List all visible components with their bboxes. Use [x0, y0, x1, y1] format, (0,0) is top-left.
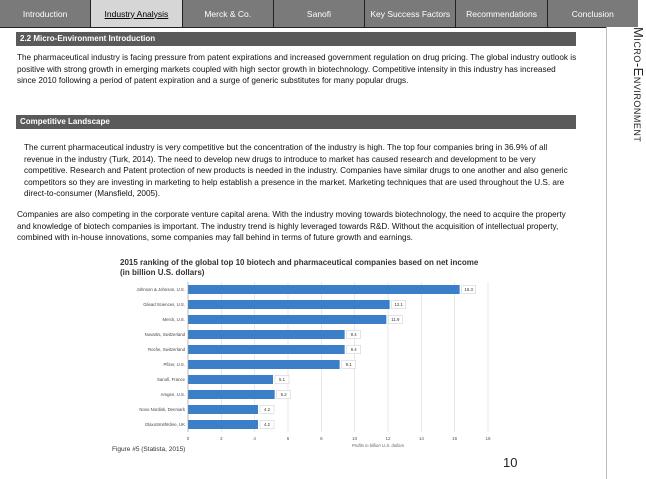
bar: [188, 420, 258, 429]
bar: [188, 330, 345, 339]
x-tick-label: 12: [385, 436, 391, 441]
tab-sanofi[interactable]: Sanofi: [274, 0, 365, 27]
x-tick-label: 18: [485, 436, 491, 441]
category-label: Pfizer, U.S.: [163, 362, 185, 368]
bar: [188, 390, 275, 399]
category-label: Amgen, U.S.: [160, 392, 185, 398]
x-tick-label: 16: [452, 436, 458, 441]
data-label: 4.2: [264, 422, 270, 428]
x-axis-label: Profits in billion U.S. dollars: [351, 443, 405, 448]
bar: [188, 285, 460, 294]
competitive-paragraph-2: Companies are also competing in the corporate venture capital arena. With the industry moving towards biotechnology, the need to acquire the property and knowledge of biotech companies is important. The industry trend is highly leveraged towards R&D. Without the acquisition of intellectual property, combined with in-house innovations, some companies may fall behind in terms of future growth and earnings.: [17, 210, 566, 242]
data-label: 4.2: [264, 407, 270, 413]
intro-paragraph: The pharmaceutical industry is facing pressure from patent expirations and increased government regulation on drug pricing. The global industry outlook is positive with strong growth in emerging markets coupled with high sector growth in biotechnology. Competitive intensity in this industry has increased since 2010 following a period of patent expiration and a surge of generic substitutes for many popular drugs.: [17, 53, 577, 85]
x-tick-label: 8: [320, 436, 323, 441]
data-label: 16.3: [464, 287, 473, 293]
category-label: Novo Nordisk, Denmark: [139, 407, 185, 413]
bar: [188, 345, 345, 354]
data-label: 5.1: [279, 377, 285, 383]
x-tick-label: 2: [220, 436, 223, 441]
data-label: 9.4: [350, 332, 357, 338]
side-panel: [606, 27, 646, 479]
bar: [188, 360, 340, 369]
x-tick-label: 14: [418, 436, 424, 441]
data-label: 5.2: [280, 392, 287, 398]
section-heading-intro: 2.2 Micro-Environment Introduction: [16, 32, 576, 46]
category-label: Johnson & Johnson, U.S.: [136, 287, 185, 293]
bar: [188, 375, 273, 384]
data-label: 12.1: [394, 302, 403, 308]
data-label: 9.4: [350, 347, 357, 353]
competitive-paragraph-1: The current pharmaceutical industry is very competitive but the concentration of the industry is high. The top four companies bring in 36.9% of all revenue in the industry (Turk, 2014). The need to develop new drugs to introduce to market has caused research and development to be very competitive. Research and Patent protection of new products is needed in the industry. Companies have similar drugs to one another and also generic competitors so they are investing in marketing to help establish a presence in the market. Marketing techniques that are used throughout the U.S. are direct-to-consumer (Mansfield, 2005).: [24, 143, 568, 198]
tab-introduction[interactable]: Introduction: [0, 0, 91, 27]
net-income-bar-chart: [110, 280, 495, 448]
tab-industry-analysis[interactable]: Industry Analysis: [91, 0, 182, 27]
category-label: Roche, Switzerland: [147, 347, 185, 353]
side-divider: [606, 27, 607, 479]
x-tick-label: 10: [352, 436, 358, 441]
top-navigation: [0, 0, 638, 28]
section-heading-competitive: Competitive Landscape: [16, 115, 576, 129]
category-label: GlaxoSmithKline, UK: [144, 422, 185, 428]
tab-conclusion[interactable]: Conclusion: [548, 0, 638, 27]
category-label: Novartis, Switzerland: [144, 332, 185, 338]
x-tick-label: 0: [186, 436, 190, 441]
category-label: Sanofi, France: [157, 377, 185, 383]
category-label: Merck, U.S.: [162, 317, 185, 323]
figure-caption: Figure #5 (Statista, 2015): [112, 446, 186, 453]
data-label: 9.1: [345, 362, 352, 368]
x-tick-label: 4: [253, 436, 256, 441]
x-tick-label: 6: [286, 436, 290, 441]
tab-key-success-factors[interactable]: Key Success Factors: [365, 0, 456, 27]
tab-recommendations[interactable]: Recommendations: [456, 0, 547, 27]
chart-title: 2015 ranking of the global top 10 biotech and pharmaceutical companies based on net income (in billion U.S. dollars): [120, 258, 479, 277]
bar: [188, 405, 258, 414]
bar: [188, 315, 386, 324]
tab-merck[interactable]: Merck & Co.: [183, 0, 274, 27]
data-label: 11.9: [391, 317, 400, 323]
category-label: Gilead Sciences, U.S.: [143, 302, 185, 308]
side-title: Micro-Environment: [631, 27, 646, 143]
page-number: 10: [503, 455, 518, 470]
bar: [188, 300, 390, 309]
